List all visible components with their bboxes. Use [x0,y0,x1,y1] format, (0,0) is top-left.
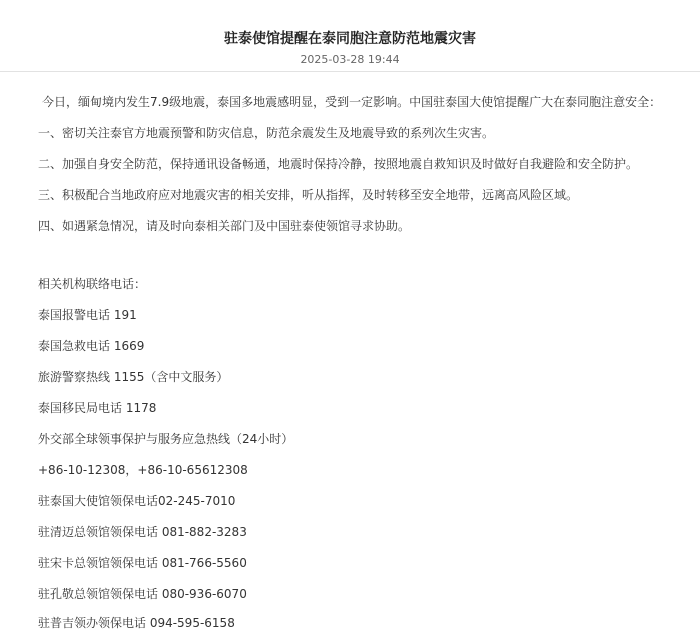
article-date: 2025-03-28 19:44 [300,53,400,66]
advice-item-3: 三、积极配合当地政府应对地震灾害的相关安排，听从指挥，及时转移至安全地带，远离高风险区域。 [38,188,579,202]
header-divider [0,71,700,72]
contact-line: 驻宋卡总领馆领保电话 081-766-5560 [38,556,247,570]
article-title: 驻泰使馆提醒在泰同胞注意防范地震灾害 [224,31,476,47]
contacts-heading: 相关机构联络电话： [38,277,147,291]
advice-item-4: 四、如遇紧急情况，请及时向泰相关部门及中国驻泰使领馆寻求协助。 [38,219,411,233]
contact-line: 泰国移民局电话 1178 [38,401,157,415]
contact-line: 泰国急救电话 1669 [38,339,145,353]
contact-line: 驻泰国大使馆领保电话02-245-7010 [38,494,236,508]
contact-line: 旅游警察热线 1155（含中文服务） [38,370,229,384]
contact-line: 驻清迈总领馆领保电话 081-882-3283 [38,525,247,539]
article-intro: 今日，缅甸境内发生7.9级地震，泰国多地震感明显，受到一定影响。中国驻泰国大使馆提醒广大在泰同胞注意安全： [42,95,662,109]
advice-item-1: 一、密切关注泰官方地震预警和防灾信息，防范余震发生及地震导致的系列次生灾害。 [38,126,495,140]
advice-item-2: 二、加强自身安全防范，保持通讯设备畅通，地震时保持冷静，按照地震自救知识及时做好自我避险和安全防护。 [38,157,639,171]
contact-line: 泰国报警电话 191 [38,308,137,322]
contact-line: 驻普吉领办领保电话 094-595-6158 [38,616,235,630]
contact-line: +86-10-12308，+86-10-65612308 [38,463,248,477]
contact-line: 外交部全球领事保护与服务应急热线（24小时） [38,432,294,446]
article-header [0,0,700,71]
contact-line: 驻孔敬总领馆领保电话 080-936-6070 [38,587,247,601]
